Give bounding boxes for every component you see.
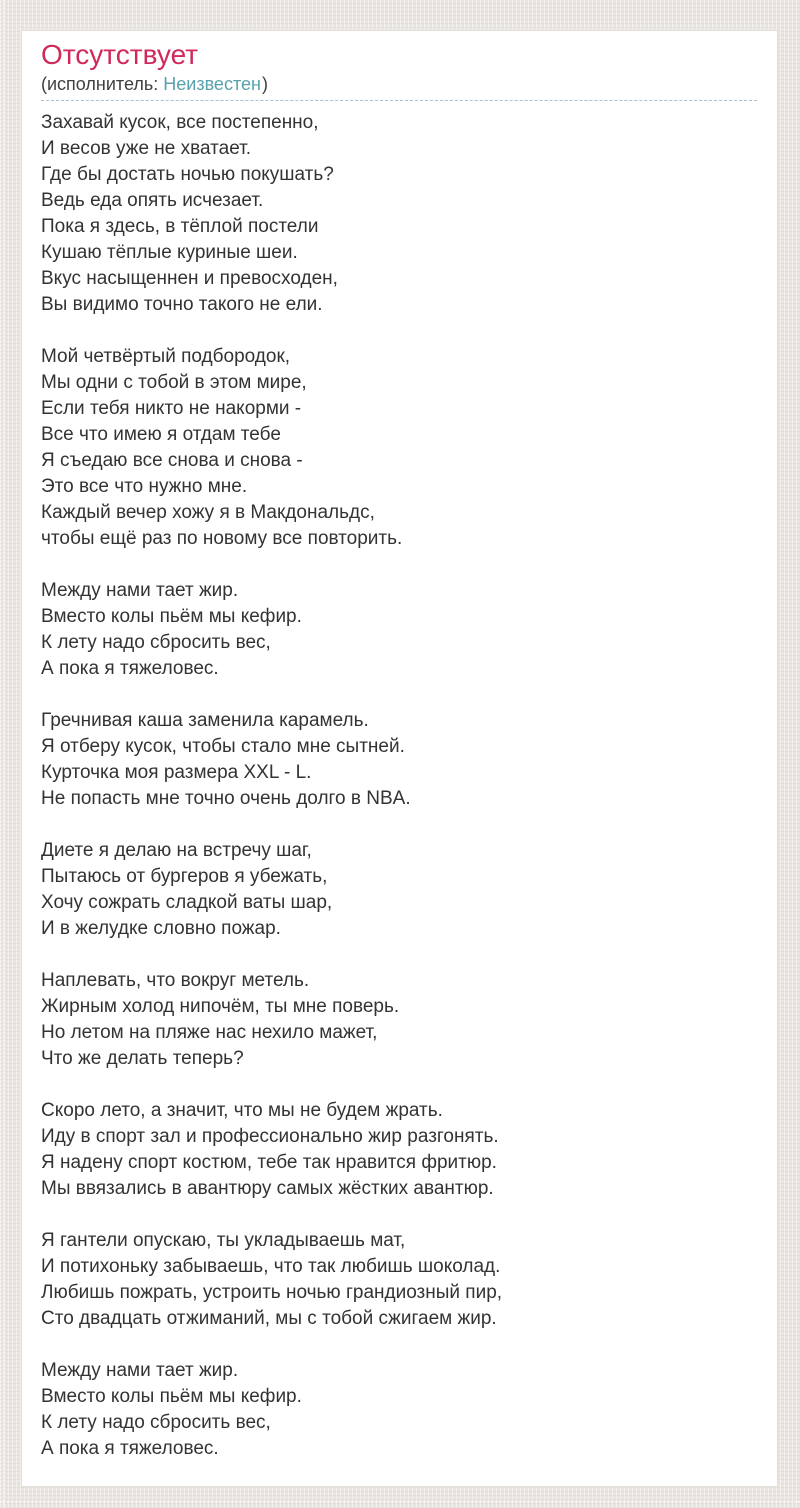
background-stitch-left: [3, 0, 5, 1508]
artist-link[interactable]: Неизвестен: [163, 74, 261, 94]
stanza: Между нами тает жир. Вместо колы пьём мы кефир. К лету надо сбросить вес, А пока я тяжеловес.: [41, 1360, 302, 1459]
artist-label-prefix: (исполнитель:: [41, 74, 159, 94]
stanza: Диете я делаю на встречу шаг, Пытаюсь от бургеров я убежать, Хочу сожрать сладкой ваты шар, И в желудке словно пожар.: [41, 840, 333, 939]
stanza: Захавай кусок, все постепенно, И весов уже не хватает. Где бы достать ночью покушать? Ведь еда опять исчезает. Пока я здесь, в тёплой постели Кушаю тёплые куриные шеи. Вкус насыщеннен и превосходен, Вы видимо точно такого не ели.: [41, 112, 338, 315]
stanza: Я гантели опускаю, ты укладываешь мат, И потихоньку забываешь, что так любишь шоколад. Любишь пожрать, устроить ночью грандиозный пир, Сто двадцать отжиманий, мы с тобой сжигаем жир.: [41, 1230, 503, 1329]
stanza: Между нами тает жир. Вместо колы пьём мы кефир. К лету надо сбросить вес, А пока я тяжеловес.: [41, 580, 302, 679]
stanza: Наплевать, что вокруг метель. Жирным холод нипочём, ты мне поверь. Но летом на пляже нас нехило мажет, Что же делать теперь?: [41, 970, 400, 1069]
stanza: Гречнивая каша заменила карамель. Я отберу кусок, чтобы стало мне сытней. Курточка моя размера XXL - L. Не попасть мне точно очень долго в NBA.: [41, 710, 411, 809]
stanza: Мой четвёртый подбородок, Мы одни с тобой в этом мире, Если тебя никто не накорми - Все что имею я отдам тебе Я съедаю все снова и снова - Это все что нужно мне. Каждый вечер хожу я в Макдональдс, чтобы ещё раз по новому все повторить.: [41, 346, 403, 549]
artist-label-suffix: ): [261, 74, 268, 94]
lyrics-card: [21, 30, 778, 1487]
background-stitch-bottom: [0, 1501, 800, 1503]
lyrics: [41, 110, 757, 1462]
stanza: Скоро лето, а значит, что мы не будем жрать. Иду в спорт зал и профессионально жир разгонять. Я надену спорт костюм, тебе так нравится фритюр. Мы ввязались в авантюру самых жёстких авантюр.: [41, 1100, 499, 1199]
artist-line: [41, 73, 757, 101]
page-title: Отсутствует: [41, 39, 199, 70]
